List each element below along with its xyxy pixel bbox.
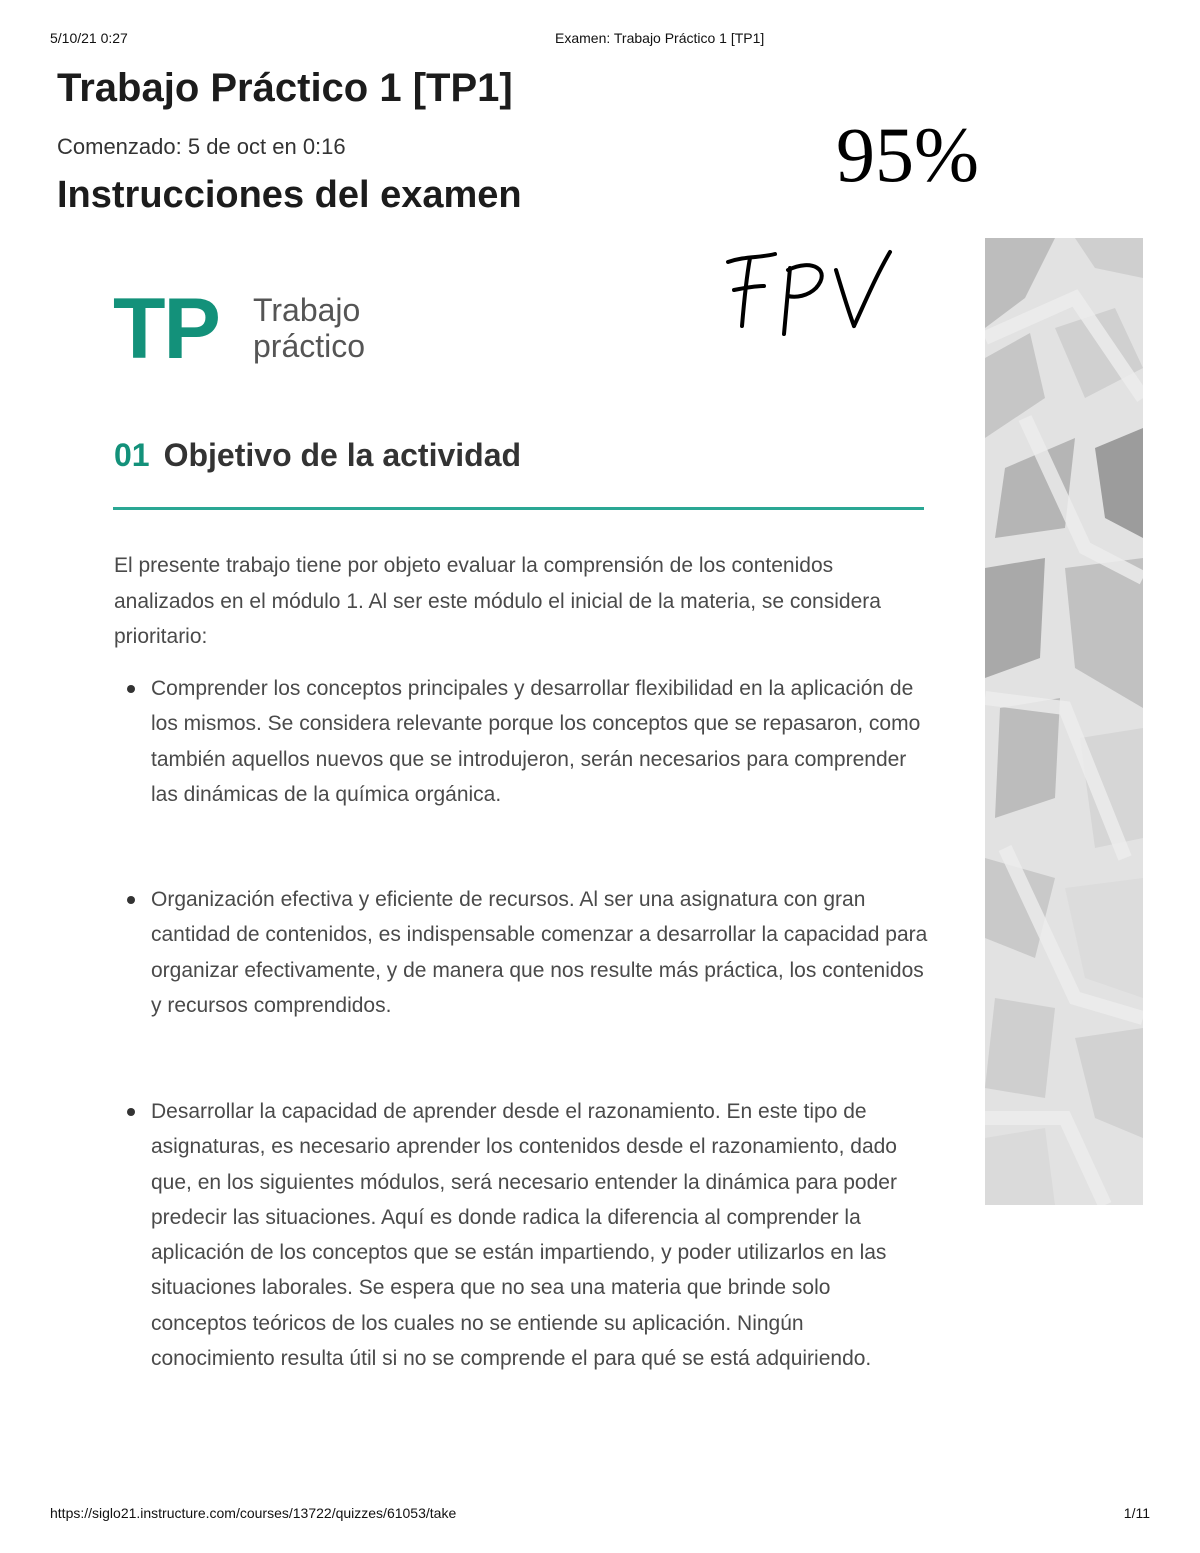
started-timestamp: Comenzado: 5 de oct en 0:16 <box>57 134 346 159</box>
tp-logo-label-line2: práctico <box>253 328 366 364</box>
objective-heading <box>114 437 521 474</box>
handwritten-score: 95% <box>836 111 979 198</box>
tp-logo <box>113 281 393 377</box>
bullet-icon <box>127 896 135 904</box>
list-item-text: Organización efectiva y eficiente de recursos. Al ser una asignatura con gran cantidad de contenidos, es indispensable comenzar a desarrollar la capacidad para organizar efectivamente, y de manera que nos resulte más práctica, los contenidos y recursos comprendidos. <box>151 888 928 1017</box>
decorative-side-image <box>985 238 1143 1205</box>
tp-logo-mark: TP <box>113 281 219 377</box>
bullet-icon <box>127 1108 135 1116</box>
page-url: https://siglo21.instructure.com/courses/13722/quizzes/61053/take <box>50 1505 457 1521</box>
objective-number: 01 <box>114 437 150 473</box>
tp-logo-label-line1: Trabajo <box>253 292 361 328</box>
print-date: 5/10/21 0:27 <box>50 30 128 46</box>
print-footer <box>50 1505 1150 1525</box>
page-number: 1/11 <box>1123 1505 1150 1521</box>
list-item-text: Desarrollar la capacidad de aprender desde el razonamiento. En este tipo de asignaturas, es necesario aprender los contenidos desde el razonamiento, dado que, en los siguientes módulos, será necesario entender la dinámica para poder predecir las situaciones. Aquí es donde radica la diferencia al comprender la aplicación de los conceptos que se están impartiendo, y poder utilizarlos en las situaciones laborales. Se espera que no sea una materia que brinde solo conceptos teóricos de los cuales no se entiende su aplicación. Ningún conocimiento resulta útil si no se comprende el para qué se está adquiriendo. <box>151 1100 897 1371</box>
list-item <box>151 882 931 1023</box>
section-divider <box>113 507 924 510</box>
print-header <box>50 30 1150 50</box>
tp-logo-label <box>253 292 365 364</box>
objective-title: Objetivo de la actividad <box>163 437 522 473</box>
handwritten-signature <box>720 240 900 340</box>
section-title: Instrucciones del examen <box>57 174 522 216</box>
bullet-icon <box>127 685 135 693</box>
print-doc-title: Examen: Trabajo Práctico 1 [TP1] <box>555 30 765 46</box>
list-item <box>151 1094 931 1376</box>
list-item-text: Comprender los conceptos principales y desarrollar flexibilidad en la aplicación de los mismos. Se considera relevante porque los conceptos que se repasaron, como también aquellos nuevos que se introdujeron, serán necesarios para comprender las dinámicas de la química orgánica. <box>151 677 921 806</box>
page-title: Trabajo Práctico 1 [TP1] <box>57 66 513 110</box>
intro-paragraph: El presente trabajo tiene por objeto evaluar la comprensión de los contenidos analizados en el módulo 1. Al ser este módulo el inicial de la materia, se considera prioritario: <box>114 554 881 648</box>
list-item <box>151 671 931 812</box>
